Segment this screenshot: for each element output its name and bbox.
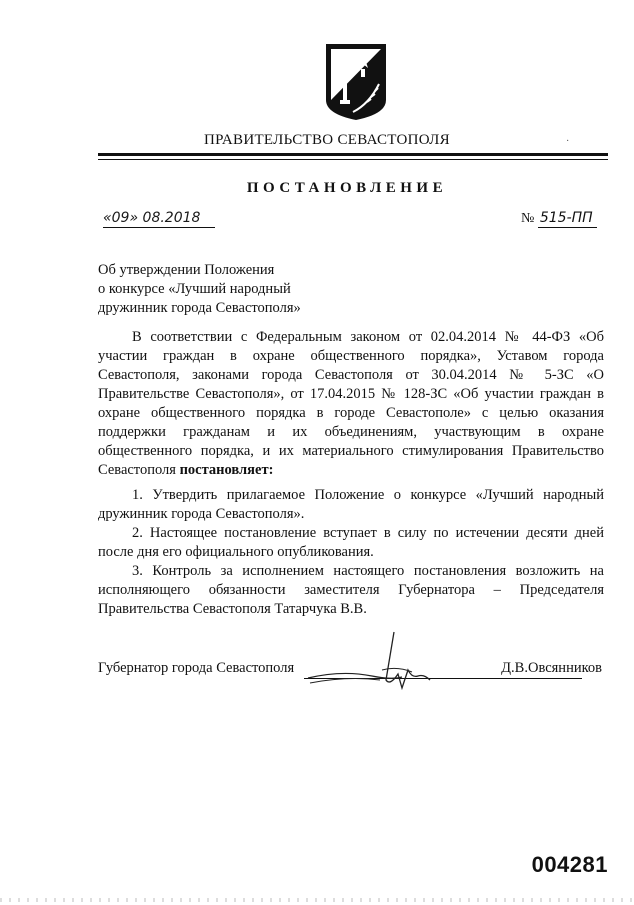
list-item: 3. Контроль за исполнением настоящего постановления возложить на исполняющего обязанности заместителя Губернатора – Председателя Правительства Севастополя Татарчука В.В. <box>98 563 604 617</box>
preamble-verb: постановляет <box>179 462 269 478</box>
signatory-name: Д.В.Овсянников <box>501 660 602 676</box>
handwritten-signature <box>302 630 482 690</box>
document-subject: Об утверждении Положения о конкурсе «Лучший народный дружинник города Севастополя» <box>98 262 301 316</box>
number-sign: № <box>521 211 535 226</box>
preamble-text: В соответствии с Федеральным законом от 02.04.2014 № 44-ФЗ «Об участии граждан в охране общественного порядка», Уставом города Севастополя, законами города Севастополя от 30.04.2014 № 5-ЗС «О Правительстве Севастополя», от 17.04.2015 № 128-ЗС «Об участии граждан в охране общественного порядка в городе Севастополе» с целью оказания поддержки гражданам и их объединениям, участвующим в охране общественного порядка, и их материального стимулирования Правительство Севастополя <box>98 329 604 478</box>
header-rule <box>98 153 608 156</box>
serial-number: 004281 <box>531 852 608 877</box>
organization-title: ПРАВИТЕЛЬСТВО СЕВАСТОПОЛЯ <box>204 132 450 148</box>
resolution-items <box>98 486 604 619</box>
number-value: 515-ПП <box>538 210 597 228</box>
header-rule-thin <box>98 159 608 160</box>
document-type-heading: ПОСТАНОВЛЕНИЕ <box>246 180 448 196</box>
document-number <box>521 210 597 227</box>
list-item: 1. Утвердить прилагаемое Положение о конкурсе «Лучший народный дружинник города Севастополя». <box>98 487 604 522</box>
preamble <box>98 328 604 480</box>
signatory-title: Губернатор города Севастополя <box>98 660 295 676</box>
sevastopol-coat-of-arms-icon <box>323 42 389 122</box>
preamble-colon: : <box>268 462 274 478</box>
scan-speck: · <box>566 136 570 147</box>
signature-block <box>98 660 604 700</box>
scan-edge-dots <box>0 898 634 902</box>
list-item: 2. Настоящее постановление вступает в силу по истечении десяти дней после дня его официального опубликования. <box>98 525 604 560</box>
document-date: «09» 08.2018 <box>103 210 215 228</box>
